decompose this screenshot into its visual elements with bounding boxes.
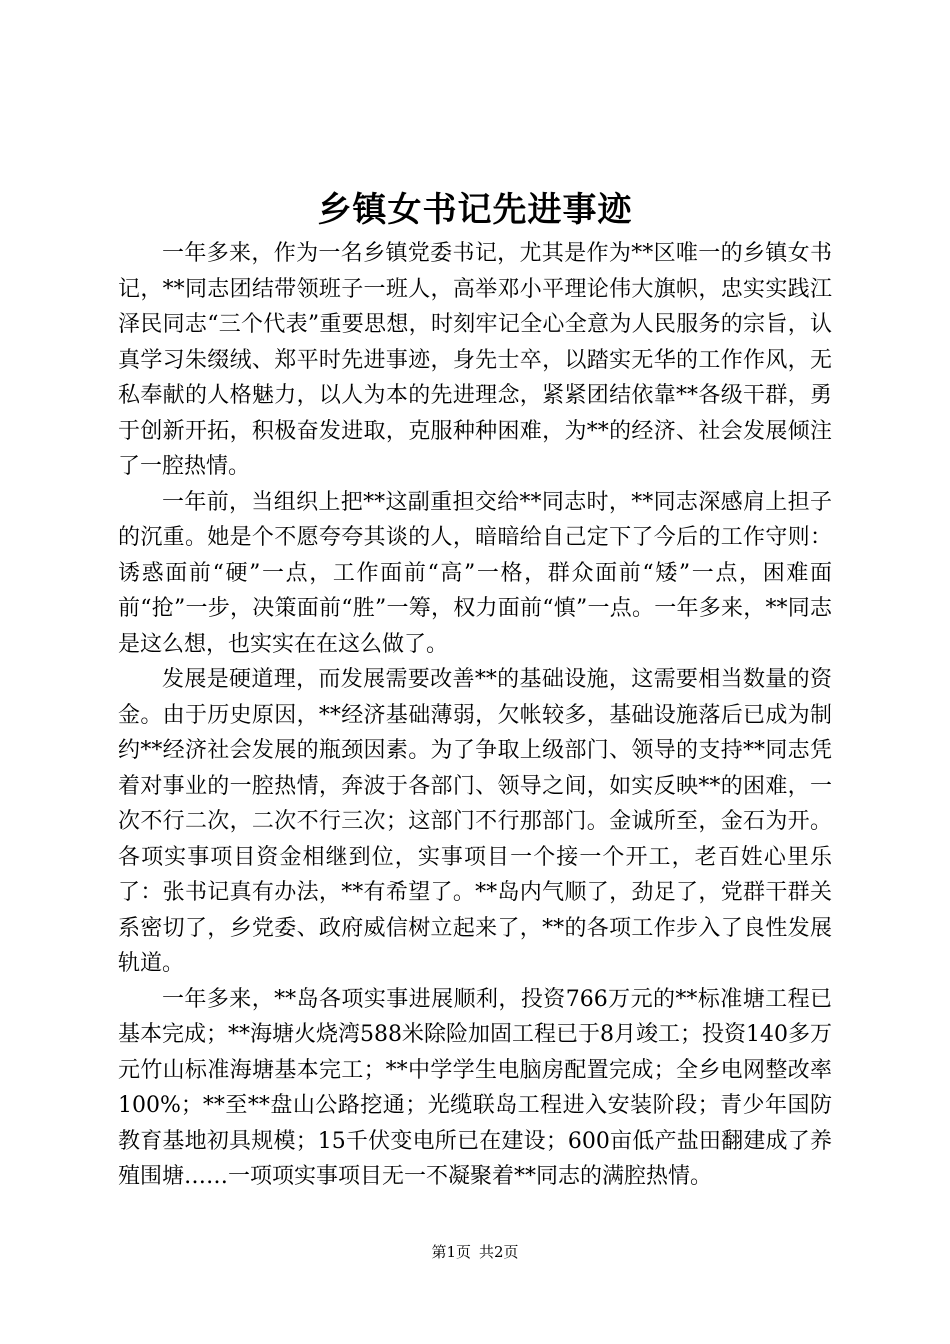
page-number: 第1页 <box>431 1243 471 1261</box>
page-total: 共2页 <box>479 1243 519 1261</box>
paragraph: 一年多来，作为一名乡镇党委书记，尤其是作为**区唯一的乡镇女书记，**同志团结带领班子一班人，高举邓小平理论伟大旗帜，忠实实践江泽民同志“三个代表”重要思想，时刻牢记全心全意为人民服务的宗旨，认真学习朱缀绒、郑平时先进事迹，身先士卒，以踏实无华的工作作风，无私奉献的人格魅力，以人为本的先进理念，紧紧团结依靠**各级干群，勇于创新开拓，积极奋发进取，克服种种困难，为**的经济、社会发展倾注了一腔热情。 <box>118 241 832 479</box>
paragraph: 一年多来，**岛各项实事进展顺利，投资766万元的**标准塘工程已基本完成；**海塘火烧湾588米除险加固工程已于8月竣工；投资140多万元竹山标准海塘基本完工；**中学学生电脑房配置完成；全乡电网整改率100%；**至**盘山公路挖通；光缆联岛工程进入安装阶段；青少年国防教育基地初具规模；15千伏变电所已在建设；600亩低产盐田翻建成了养殖围塘……一项项实事项目无一不凝聚着**同志的满腔热情。 <box>118 986 832 1189</box>
document-body <box>118 236 832 1195</box>
paragraph: 一年前，当组织上把**这副重担交给**同志时，**同志深感肩上担子的沉重。她是个不愿夸夸其谈的人，暗暗给自己定下了今后的工作守则：诱惑面前“硬”一点，工作面前“高”一格，群众面前“矮”一点，困难面前“抢”一步，决策面前“胜”一筹，权力面前“慎”一点。一年多来，**同志是这么想，也实实在在这么做了。 <box>118 489 832 657</box>
document-title: 乡镇女书记先进事迹 <box>317 190 633 230</box>
page-footer <box>0 1240 950 1264</box>
paragraph: 发展是硬道理，而发展需要改善**的基础设施，这需要相当数量的资金。由于历史原因，**经济基础薄弱，欠帐较多，基础设施落后已成为制约**经济社会发展的瓶颈因素。为了争取上级部门、领导的支持**同志凭着对事业的一腔热情，奔波于各部门、领导之间，如实反映**的困难，一次不行二次，二次不行三次；这部门不行那部门。金诚所至，金石为开。各项实事项目资金相继到位，实事项目一个接一个开工，老百姓心里乐了：张书记真有办法，**有希望了。**岛内气顺了，劲足了，党群干群关系密切了，乡党委、政府威信树立起来了，**的各项工作步入了良性发展轨道。 <box>118 667 832 976</box>
